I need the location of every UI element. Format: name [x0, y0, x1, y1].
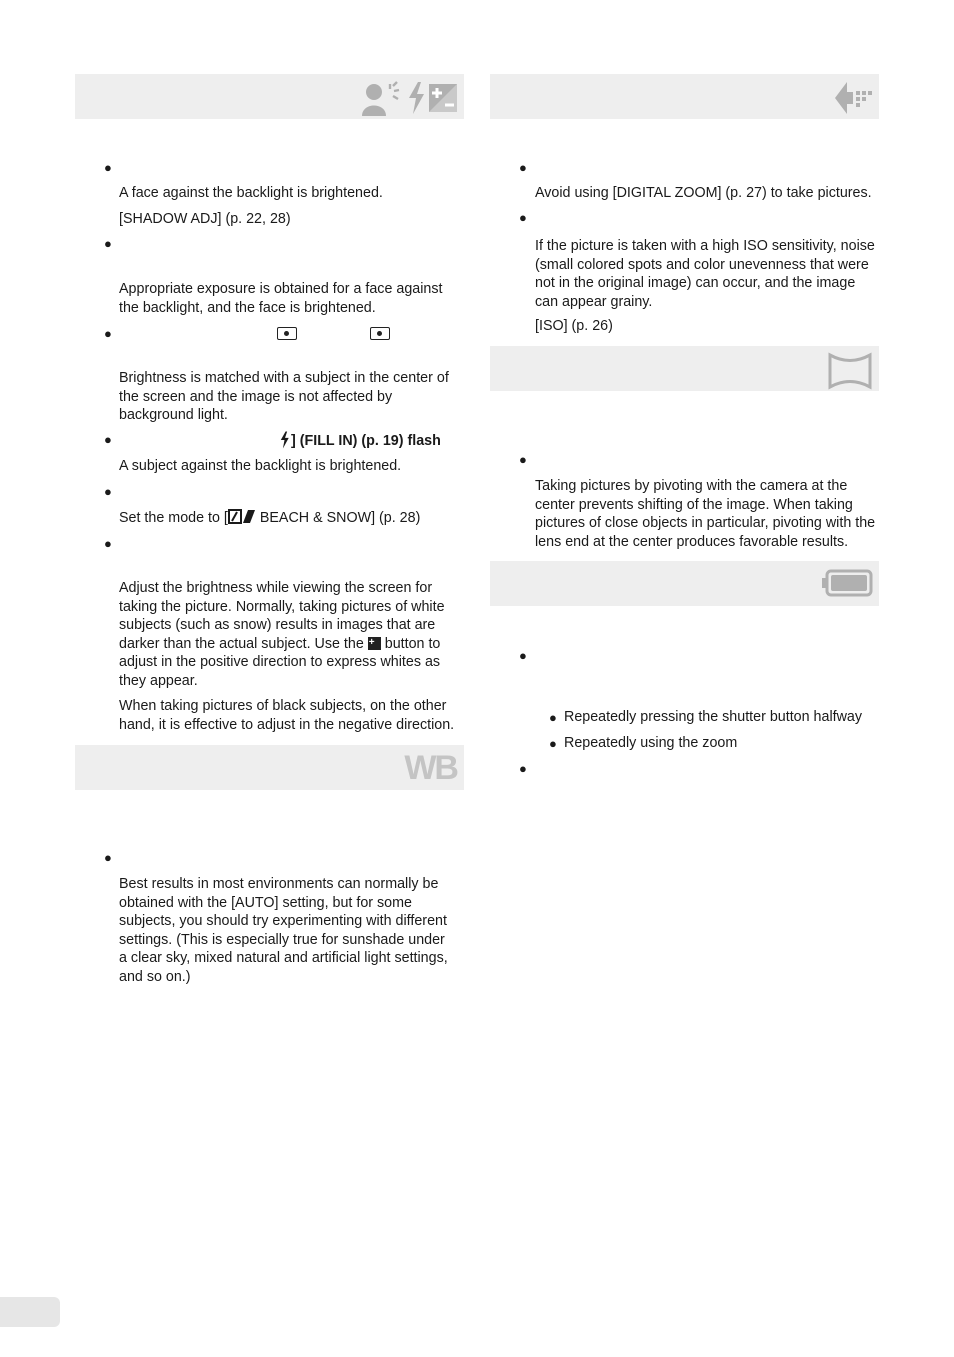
text-segment: BEACH & SNOW] (p. 28) [255, 510, 421, 526]
bullet: ● [519, 160, 527, 175]
bullet: ● [519, 648, 527, 663]
paragraph: Taking pictures by pivoting with the camera at the center prevents shifting of the image. When taking pictures of close objects in particular, pivoting with the lens end at the center produces favorable results. [535, 478, 876, 550]
paragraph: A subject against the backlight is brightened. [119, 458, 402, 474]
flash-icon [279, 431, 290, 449]
beach-snow-icon [228, 509, 256, 524]
text-segment: Set the mode to [ [119, 510, 228, 526]
reference: [ISO] (p. 26) [535, 318, 613, 334]
digital-zoom-icon [833, 80, 873, 116]
text-segment: button to adjust in the positive direction to express whites as they appear. [119, 635, 441, 689]
white-balance-icon: WB [404, 749, 457, 787]
section-header-white-balance [75, 745, 464, 790]
text-segment: Adjust the brightness while viewing the screen for taking the picture. Normally, taking pictures of white subjects (such as snow) results in images that are darker than the actual subject. Use the [119, 580, 445, 652]
page-number-tab [0, 1297, 60, 1327]
bullet: ● [104, 484, 112, 499]
bullet: ● [519, 452, 527, 467]
battery-icon [821, 569, 873, 597]
section-header-zoom [490, 74, 879, 119]
bullet: ● [104, 236, 112, 251]
sub-bullet: ● [549, 710, 557, 725]
flash-icon [406, 81, 426, 115]
paragraph: Best results in most environments can normally be obtained with the [AUTO] setting, but for some subjects, you should try experimenting with different settings. (This is especially true for sunshade under a clear sky, mixed natural and artificial light settings, and so on.) [119, 876, 448, 985]
section-header-battery [490, 561, 879, 606]
sub-list-item: Repeatedly pressing the shutter button halfway [564, 709, 863, 725]
exposure-compensation-icon [368, 637, 381, 650]
exposure-compensation-icon [428, 83, 458, 113]
bullet: ● [104, 536, 112, 551]
paragraph [119, 579, 454, 691]
sub-bullet: ● [549, 736, 557, 751]
paragraph [119, 509, 464, 528]
bullet: ● [104, 850, 112, 865]
spot-metering-icon [277, 327, 297, 340]
panorama-icon [827, 352, 873, 390]
backlight-face-icon [360, 80, 404, 116]
bullet: ● [519, 761, 527, 776]
section-header-panorama [490, 346, 879, 391]
paragraph: Brightness is matched with a subject in the center of the screen and the image is not affected by background light. [119, 370, 449, 424]
section-header-backlight [75, 74, 464, 119]
paragraph: Appropriate exposure is obtained for a face against the backlight, and the face is brightened. [119, 281, 443, 316]
paragraph: Avoid using [DIGITAL ZOOM] (p. 27) to take pictures. [535, 185, 872, 201]
paragraph: If the picture is taken with a high ISO sensitivity, noise (small colored spots and color unevenness that were not in the original image) can occur, and the image can appear grainy. [535, 238, 875, 310]
bullet: ● [104, 432, 112, 447]
spot-metering-icon [370, 327, 390, 340]
fill-in-flash-label: ] (FILL IN) (p. 19) flash [291, 433, 441, 449]
paragraph: A face against the backlight is brightened. [119, 185, 383, 201]
bullet: ● [519, 210, 527, 225]
paragraph: When taking pictures of black subjects, on the other hand, it is effective to adjust in the negative direction. [119, 698, 455, 733]
sub-list-item: Repeatedly using the zoom [564, 735, 738, 751]
bullet: ● [104, 326, 112, 341]
bullet: ● [104, 160, 112, 175]
reference: [SHADOW ADJ] (p. 22, 28) [119, 211, 291, 227]
